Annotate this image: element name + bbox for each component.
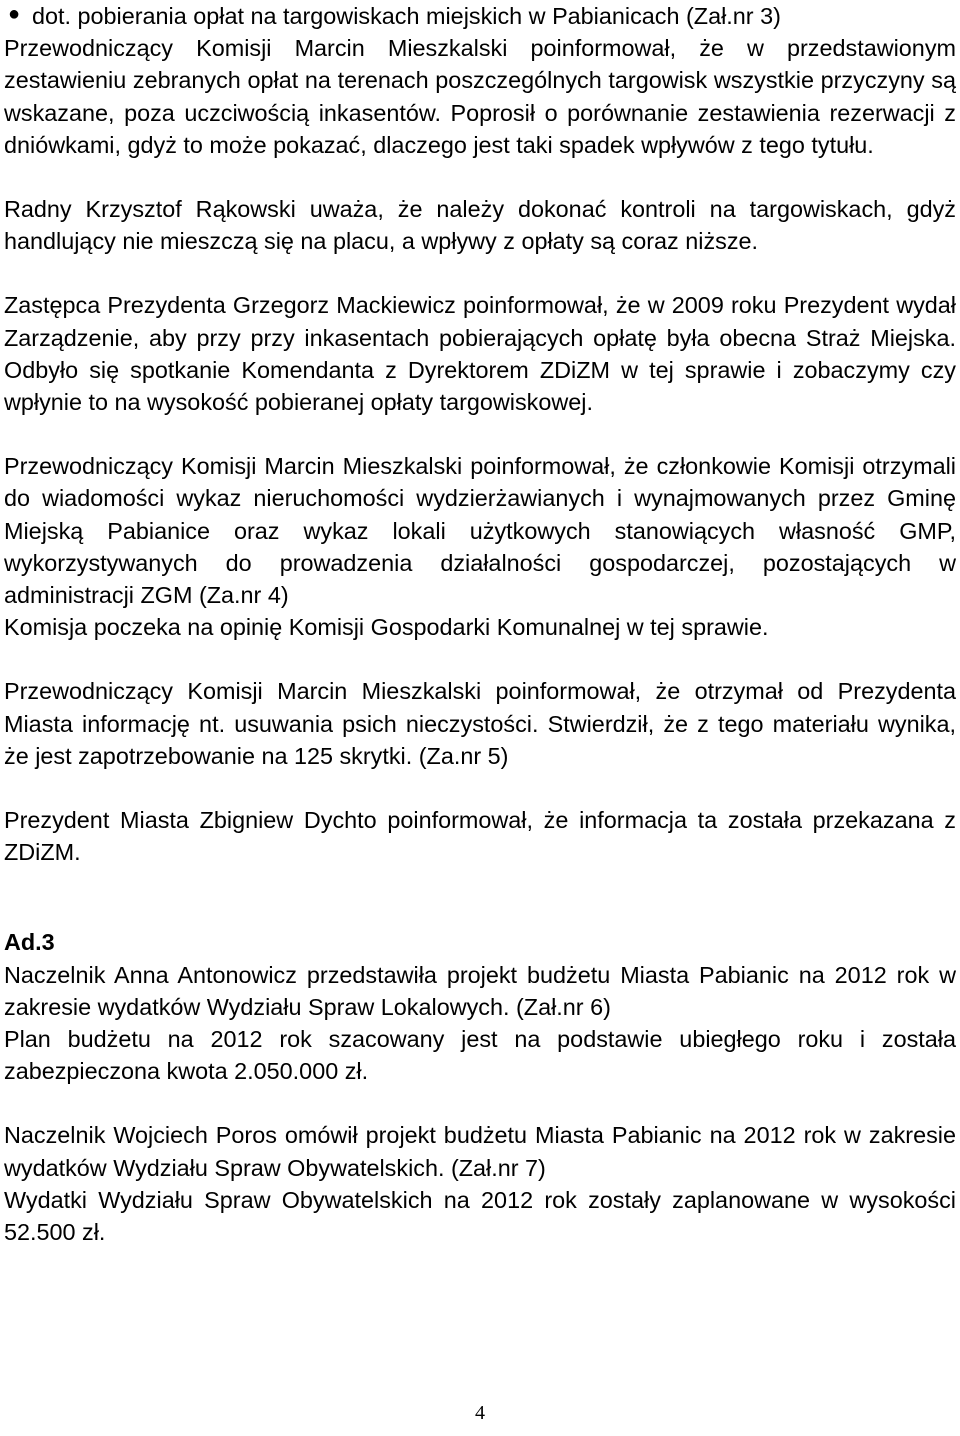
list-item-text: dot. pobierania opłat na targowiskach miejskich w Pabianicach (Zał.nr 3) — [32, 3, 781, 29]
paragraph-poros: Naczelnik Wojciech Poros omówił projekt budżetu Miasta Pabianic na 2012 rok w zakresie wydatków Wydziału Spraw Obywatelskich. (Zał.nr 7) — [4, 1122, 956, 1181]
paragraph-mieszkalski-wykaz: Przewodniczący Komisji Marcin Mieszkalski poinformował, że członkowie Komisji otrzymali do wiadomości wykaz nieruchomości wydzierżawianych i wynajmowanych przez Gminę Miejską Pabianice oraz wykaz lokali użytkowych stanowiących własność GMP, wykorzystywanych do prowadzenia działalności gospodarczej, pozostających w administracji ZGM (Za.nr 4) — [4, 453, 956, 609]
document-page — [4, 0, 956, 1248]
paragraph-antonowicz: Naczelnik Anna Antonowicz przedstawiła projekt budżetu Miasta Pabianic na 2012 rok w zakresie wydatków Wydziału Spraw Lokalowych. (Zał.nr 6) — [4, 961, 956, 1020]
paragraph-mieszkalski-comparison: Przewodniczący Komisji Marcin Mieszkalski poinformował, że w przedstawionym zestawieniu zebranych opłat na terenach poszczególnych targowisk wszystkie przyczyny są wskazane, poza uczciwością inkasentów. Poprosił o porównanie zestawienia rezerwacji z dniówkami, gdyż to może pokazać, dlaczego jest taki spadek wpływów z tego tytułu. — [4, 35, 956, 158]
paragraph-wydatki-obywatelskich: Wydatki Wydziału Spraw Obywatelskich na 2012 rok zostały zaplanowane w wysokości 52.500 zł. — [4, 1186, 956, 1246]
page-number: 4 — [475, 1402, 485, 1424]
paragraph-gap — [4, 772, 956, 804]
paragraph-gap — [4, 161, 956, 193]
paragraph-gap — [4, 257, 956, 289]
paragraph-komisja-opinia: Komisja poczeka na opinię Komisji Gospodarki Komunalnej w tej sprawie. — [4, 614, 769, 641]
paragraph-gap — [4, 1087, 956, 1119]
paragraph-gap — [4, 418, 956, 450]
paragraph-dychto: Prezydent Miasta Zbigniew Dychto poinformował, że informacja ta została przekazana z ZDiZM. — [4, 807, 956, 866]
paragraph-gap — [4, 643, 956, 675]
paragraph-gap — [4, 900, 956, 926]
list-item — [4, 0, 956, 32]
bullet-icon: ● — [8, 3, 21, 25]
paragraph-mieszkalski-nieczystosci: Przewodniczący Komisji Marcin Mieszkalski poinformował, że otrzymał od Prezydenta Miasta informację nt. usuwania psich nieczystości. Stwierdził, że z tego materiału wynika, że jest zapotrzebowanie na 125 skrytki. (Za.nr 5) — [4, 678, 956, 769]
paragraph-rakowski: Radny Krzysztof Rąkowski uważa, że należy dokonać kontroli na targowiskach, gdyż handlujący nie mieszczą się na placu, a wpływy z opłaty są coraz niższe. — [4, 196, 956, 255]
paragraph-plan-budzetu: Plan budżetu na 2012 rok szacowany jest na podstawie ubiegłego roku i została zabezpieczona kwota 2.050.000 zł. — [4, 1026, 956, 1085]
section-heading: Ad.3 — [4, 929, 55, 956]
paragraph-mackiewicz: Zastępca Prezydenta Grzegorz Mackiewicz poinformował, że w 2009 roku Prezydent wydał Zarządzenie, aby przy przy inkasentach pobierających opłatę była obecna Straż Miejska. Odbyło się spotkanie Komendanta z Dyrektorem ZDiZM w tej sprawie i zobaczymy czy wpłynie to na wysokość pobieranej opłaty targowiskowej. — [4, 292, 956, 416]
paragraph-gap — [4, 868, 956, 900]
